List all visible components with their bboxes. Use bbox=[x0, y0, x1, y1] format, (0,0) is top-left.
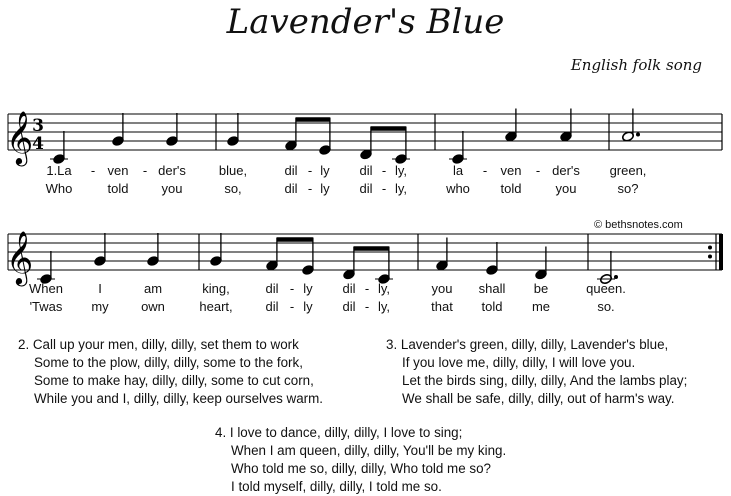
lyric-hyphen: - bbox=[90, 163, 96, 178]
lyric-syllable: you bbox=[161, 181, 183, 196]
lyric-syllable: am bbox=[143, 281, 163, 296]
lyric-syllable: dil bbox=[265, 299, 279, 314]
lyric-syllable: shall bbox=[478, 281, 506, 296]
treble-clef-icon: 𝄞 bbox=[6, 110, 34, 164]
lyric-syllable: queen. bbox=[586, 281, 626, 296]
verse-line: While you and I, dilly, dilly, keep ourselves warm. bbox=[34, 391, 324, 406]
lyric-syllable: me bbox=[531, 299, 551, 314]
lyric-syllable: told bbox=[481, 299, 503, 314]
lyrics bbox=[29, 163, 646, 314]
lyric-syllable: you bbox=[431, 281, 453, 296]
song-title: Lavender's Blue bbox=[226, 2, 505, 42]
verse-line: If you love me, dilly, dilly, I will love you. bbox=[402, 355, 636, 370]
verse-line: We shall be safe, dilly, dilly, out of harm's way. bbox=[402, 391, 675, 406]
verse-line: Some to the plow, dilly, dilly, some to the fork, bbox=[34, 355, 303, 370]
verse-line: 3. Lavender's green, dilly, dilly, Lavender's blue, bbox=[386, 337, 669, 352]
verse-line: Who told me so, dilly, dilly, Who told me so? bbox=[231, 461, 491, 476]
staff-1 bbox=[6, 109, 722, 167]
lyric-syllable: dil bbox=[342, 299, 356, 314]
lyric-syllable: blue, bbox=[218, 163, 248, 178]
copyright-notice: © bethsnotes.com bbox=[594, 219, 683, 231]
lyric-hyphen: - bbox=[535, 163, 541, 178]
lyric-syllable: green, bbox=[609, 163, 647, 178]
lyric-syllable: ven bbox=[500, 163, 522, 178]
lyric-syllable: own bbox=[141, 299, 165, 314]
lyric-hyphen: - bbox=[364, 281, 370, 296]
lyric-syllable: 'Twas bbox=[29, 299, 63, 314]
lyric-hyphen: - bbox=[482, 163, 488, 178]
lyric-syllable: so? bbox=[617, 181, 639, 196]
lyric-syllable: ly bbox=[320, 181, 330, 196]
treble-clef-icon: 𝄞 bbox=[6, 230, 34, 284]
lyric-syllable: 1.La bbox=[46, 163, 72, 178]
lyric-syllable: ly bbox=[303, 299, 313, 314]
verse-line: 2. Call up your men, dilly, dilly, set them to work bbox=[18, 337, 299, 352]
composer-credit: English folk song bbox=[570, 56, 702, 74]
lyric-hyphen: - bbox=[289, 299, 295, 314]
lyric-syllable: ly, bbox=[377, 299, 391, 314]
lyric-syllable: ly, bbox=[377, 281, 391, 296]
lyric-syllable: so, bbox=[224, 181, 242, 196]
verse-line: 4. I love to dance, dilly, dilly, I love to sing; bbox=[215, 425, 463, 440]
time-signature-top: 3 bbox=[32, 116, 44, 136]
lyric-syllable: my bbox=[91, 299, 109, 314]
repeat-dot bbox=[708, 246, 712, 250]
verse-4 bbox=[215, 424, 506, 496]
lyric-syllable: told bbox=[107, 181, 129, 196]
lyric-syllable: der's bbox=[158, 163, 186, 178]
verse-line: Let the birds sing, dilly, dilly, And the lambs play; bbox=[402, 373, 688, 388]
augmentation-dot bbox=[614, 275, 618, 279]
lyric-hyphen: - bbox=[364, 299, 370, 314]
verse-3 bbox=[386, 336, 687, 408]
lyric-hyphen: - bbox=[381, 163, 387, 178]
verse-line: Some to make hay, dilly, dilly, some to cut corn, bbox=[34, 373, 314, 388]
lyric-syllable: der's bbox=[552, 163, 580, 178]
lyric-hyphen: - bbox=[307, 163, 313, 178]
lyric-syllable: dil bbox=[284, 163, 298, 178]
lyric-syllable: ly bbox=[303, 281, 313, 296]
lyric-syllable: so. bbox=[597, 299, 615, 314]
augmentation-dot bbox=[636, 133, 640, 137]
lyric-syllable: who bbox=[446, 181, 470, 196]
lyric-hyphen: - bbox=[381, 181, 387, 196]
lyric-syllable: I bbox=[98, 281, 102, 296]
lyric-syllable: be bbox=[533, 281, 549, 296]
lyric-syllable: told bbox=[500, 181, 522, 196]
lyric-syllable: ly bbox=[320, 163, 330, 178]
verse-line: I told myself, dilly, dilly, I told me so. bbox=[231, 479, 442, 494]
lyric-syllable: you bbox=[555, 181, 577, 196]
lyric-syllable: dil bbox=[265, 281, 279, 296]
lyric-hyphen: - bbox=[289, 281, 295, 296]
repeat-dot bbox=[708, 255, 712, 259]
lyric-hyphen: - bbox=[142, 163, 148, 178]
time-signature-bottom: 4 bbox=[32, 134, 44, 154]
lyric-syllable: king, bbox=[202, 281, 230, 296]
lyric-syllable: ly, bbox=[394, 163, 408, 178]
lyric-syllable: ly, bbox=[394, 181, 408, 196]
verse-2 bbox=[18, 336, 323, 408]
lyric-hyphen: - bbox=[307, 181, 313, 196]
lyric-syllable: When bbox=[29, 281, 63, 296]
lyric-syllable: dil bbox=[284, 181, 298, 196]
lyric-syllable: heart, bbox=[199, 299, 233, 314]
lyric-syllable: Who bbox=[45, 181, 73, 196]
verse-line: When I am queen, dilly, dilly, You'll be my king. bbox=[231, 443, 507, 458]
lyric-syllable: dil bbox=[359, 163, 373, 178]
lyric-syllable: dil bbox=[342, 281, 356, 296]
lyric-syllable: la bbox=[452, 163, 464, 178]
staff-2 bbox=[6, 230, 722, 286]
lyric-syllable: dil bbox=[359, 181, 373, 196]
lyric-syllable: ven bbox=[107, 163, 129, 178]
lyric-syllable: that bbox=[431, 299, 453, 314]
